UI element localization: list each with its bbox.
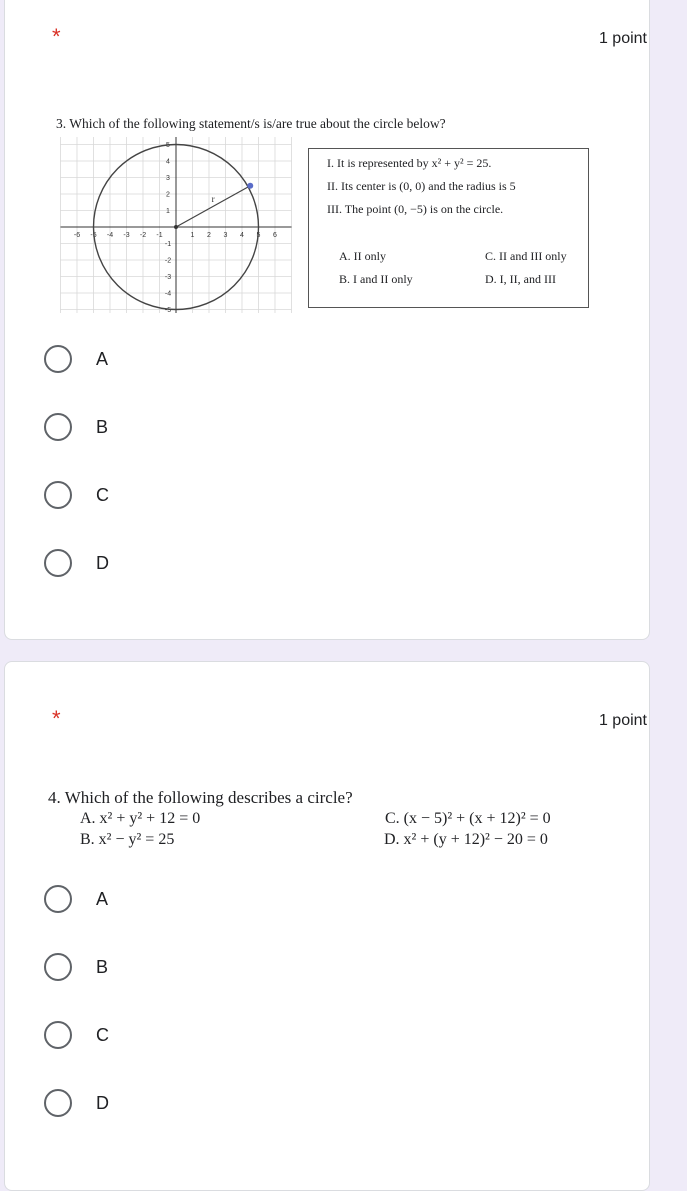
question-4-text: 4. Which of the following describes a circle? xyxy=(48,788,353,807)
radio-button[interactable] xyxy=(44,885,72,913)
graph-point-on-circle xyxy=(247,183,253,189)
choice-c: C. II and III only xyxy=(485,249,567,263)
x-tick-label: -1 xyxy=(156,232,163,239)
q4-option-a[interactable] xyxy=(44,885,108,913)
radio-button[interactable] xyxy=(44,413,72,441)
y-tick-label: 5 xyxy=(166,142,170,149)
option-label: A xyxy=(96,348,109,369)
points-label: 1 point xyxy=(598,30,647,47)
graph-radius-segment xyxy=(176,186,250,227)
y-tick-label: -4 xyxy=(164,290,172,298)
x-tick-label: -3 xyxy=(123,232,130,239)
x-tick-label: 6 xyxy=(273,232,277,239)
x-tick-label: -2 xyxy=(139,232,147,239)
graph-tick-labels xyxy=(74,137,277,313)
radio-button[interactable] xyxy=(44,481,72,509)
q4-option-c[interactable] xyxy=(44,1021,109,1049)
q3-option-b[interactable] xyxy=(44,413,108,441)
option-label: D xyxy=(96,552,109,573)
x-tick-label: 4 xyxy=(240,232,244,239)
required-asterisk: * xyxy=(52,706,61,731)
statements-box xyxy=(308,148,589,308)
x-tick-label: 1 xyxy=(190,232,195,239)
y-tick-label: 4 xyxy=(166,158,170,166)
q3-option-a[interactable] xyxy=(44,345,108,373)
q4-option-d[interactable] xyxy=(44,1089,109,1117)
radio-button[interactable] xyxy=(44,953,72,981)
q3-option-d[interactable] xyxy=(44,549,109,577)
question-3-text: 3. Which of the following statement/s is/are true about the circle below? xyxy=(56,116,446,131)
question-3-card xyxy=(4,0,650,640)
choice-a: A. II only xyxy=(339,249,386,263)
x-tick-label: 5 xyxy=(256,232,261,239)
x-tick-label: 2 xyxy=(207,232,211,239)
x-tick-label: 3 xyxy=(223,232,228,239)
circle-graph xyxy=(58,137,292,313)
option-label: C xyxy=(96,484,109,505)
radio-button[interactable] xyxy=(44,549,72,577)
q4-choice-c: C. (x − 5)² + (x + 12)² = 0 xyxy=(385,810,551,827)
graph-radius-label: r xyxy=(211,194,215,205)
radio-button[interactable] xyxy=(44,1089,72,1117)
option-label: B xyxy=(96,416,109,437)
y-tick-label: -3 xyxy=(164,274,172,281)
y-tick-label: 2 xyxy=(166,191,170,199)
y-tick-label: -1 xyxy=(164,241,172,248)
q4-option-b[interactable] xyxy=(44,953,108,981)
y-tick-label: 1 xyxy=(166,208,170,215)
required-asterisk: * xyxy=(52,24,61,49)
x-tick-label: -5 xyxy=(90,232,97,239)
radio-button[interactable] xyxy=(44,1021,72,1049)
choice-d: D. I, II, and III xyxy=(485,272,556,286)
y-tick-label: -5 xyxy=(164,307,172,313)
radio-button[interactable] xyxy=(44,345,72,373)
x-tick-label: -6 xyxy=(73,232,81,239)
statement-3: III. The point (0, −5) is on the circle. xyxy=(327,202,504,216)
q3-option-c[interactable] xyxy=(44,481,109,509)
option-label: D xyxy=(96,1092,109,1113)
q4-choice-b: B. x² − y² = 25 xyxy=(80,831,175,848)
option-label: A xyxy=(96,888,109,909)
option-label: B xyxy=(96,956,109,977)
y-tick-label: -2 xyxy=(164,257,172,265)
points-label: 1 point xyxy=(598,712,647,729)
q4-choice-d: D. x² + (y + 12)² − 20 = 0 xyxy=(384,831,548,848)
statement-2: II. Its center is (0, 0) and the radius is 5 xyxy=(327,179,516,193)
q4-choice-a: A. x² + y² + 12 = 0 xyxy=(80,810,201,827)
x-tick-label: -4 xyxy=(106,232,114,239)
y-tick-label: 3 xyxy=(166,175,170,182)
graph-center-point xyxy=(174,225,178,229)
option-label: C xyxy=(96,1024,109,1045)
statement-1: I. It is represented by x² + y² = 25. xyxy=(327,156,492,170)
choice-b: B. I and II only xyxy=(339,272,413,286)
